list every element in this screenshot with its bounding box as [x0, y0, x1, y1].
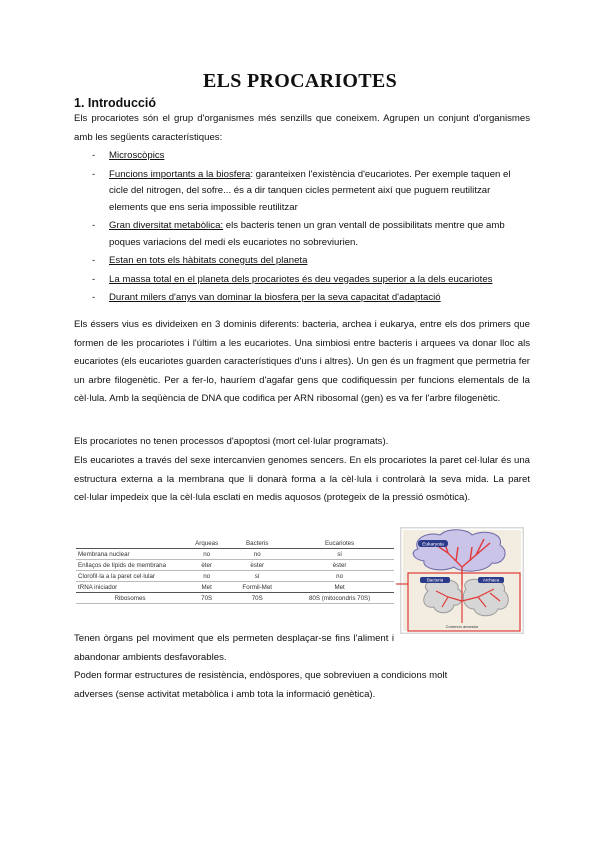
table-cell: no	[184, 571, 229, 582]
table-cell: no	[229, 549, 285, 560]
domains-paragraph: Els éssers vius es divideixen en 3 dominis diferents: bacteria, archea i eukarya, entre els dos primers que formen de les procariotes i l'últim a les eucariotes. Una simbiosi entre bacteris i arquees va donar lloc als eucariotes (els eucariotes guarden característiques d'uns i altres). Un gen és un fragment que permetria fer un arbre filogenètic. Per a fer-lo, hauríem d'agafar gens que codifiquessin per funcions elementals de la cèl·lula. Amb la seqüència de DNA que codifica per ARN ribosomal (gen) es va fer l'arbre filogenètic.	[74, 319, 530, 404]
table-cell: Membrana nuclear	[76, 549, 184, 560]
connector-line	[396, 578, 408, 590]
table-cell: Ribosomes	[76, 593, 184, 604]
table-cell: sí	[285, 549, 394, 560]
table-cell: 70S	[184, 593, 229, 604]
table-cell: Clorofil·la a la paret cel·lular	[76, 571, 184, 582]
table-header	[76, 539, 184, 549]
list-item: - Microscòpics	[92, 150, 165, 161]
table-cell: sí	[229, 571, 285, 582]
table-row	[76, 593, 394, 604]
table-row	[76, 582, 394, 593]
comparison-table	[76, 539, 394, 604]
list-item-key: Gran diversitat metabòlica:	[109, 220, 224, 231]
table-cell: èster	[285, 560, 394, 571]
table-cell: èster	[229, 560, 285, 571]
list-item: - Gran diversitat metabòlica: els bacteris tenen un gran ventall de possibilitats mentre que amb poques variacions del medi els eucariotes no sobreviurien.	[92, 220, 505, 248]
list-item-text: : garanteixen l'existència d'eucariotes. Per exemple taquen el cicle del nitrogen, del sofre... és a dir tanquen cicles permetent així que puguem reutilitzar elements que ens seria impossible reutilitzar	[109, 168, 511, 213]
endospores-paragraph: Poden formar estructures de resistència, endòspores, que sobreviuen a condicions molt adverses (sense activitat metabòlica i amb tota la informació genètica).	[74, 670, 448, 700]
table-header: Bacteris	[229, 539, 285, 549]
table-cell: tRNA iniciador	[76, 582, 184, 593]
table-cell: Formil-Met	[229, 582, 285, 593]
list-item-key: Estan en tots els hàbitats coneguts del planeta	[109, 255, 308, 266]
table-cell: 70S	[229, 593, 285, 604]
table-row	[76, 571, 394, 582]
characteristics-list	[74, 148, 530, 309]
common-ancestor-label: Common ancestor	[445, 624, 479, 629]
table-header: Arqueas	[184, 539, 229, 549]
apoptosis-paragraph: Els procariotes no tenen processos d'apoptosi (mort cel·lular programats).	[74, 436, 389, 447]
table-row	[76, 549, 394, 560]
table-cell: no	[285, 571, 394, 582]
list-item-key: La massa total en el planeta dels procariotes és deu vegades superior a la dels eucariotes	[109, 273, 493, 285]
list-item-key: Durant milers d'anys van dominar la biosfera per la seva capacitat d'adaptació	[109, 292, 441, 303]
phylogenetic-tree-figure	[400, 527, 524, 634]
list-item-key: Funcions importants a la biosfera	[109, 168, 251, 180]
cell-wall-paragraph: Els eucariotes a través del sexe intercanvien genomes sencers. En els procariotes la paret cel·lular és una estructura externa a la membrana que li donarà forma a la cèl·lula i controlarà la seva mida. La paret cel·lular impedeix que la cèl·lula esclati en medis aquosos (protegeix de la pressió osmòtica).	[74, 455, 530, 503]
bacteria-label: Bacteria	[426, 577, 444, 583]
table-cell: èter	[184, 560, 229, 571]
table-cell: 80S (mitocondris 70S)	[285, 593, 394, 604]
table-header-row	[76, 539, 394, 549]
table-cell: Met	[184, 582, 229, 593]
list-item: - Durant milers d'anys van dominar la biosfera per la seva capacitat d'adaptació	[92, 292, 441, 303]
table-cell: Enllaços de lípids de membrana	[76, 560, 184, 571]
table-header: Eucariotes	[285, 539, 394, 549]
movement-paragraph: Tenen òrgans pel moviment que els permeten desplaçar-se fins l'aliment i abandonar ambients desfavorables.	[74, 633, 394, 663]
section-heading: 1. Introducció	[74, 96, 156, 110]
table-cell: Met	[285, 582, 394, 593]
page-title: ELS PROCARIOTES	[203, 70, 397, 92]
list-item-text: els bacteris tenen un gran ventall de possibilitats mentre que amb poques variacions del medi els eucariotes no sobreviurien.	[109, 220, 505, 248]
table-cell: no	[184, 549, 229, 560]
list-item: - Estan en tots els hàbitats coneguts del planeta	[92, 255, 308, 266]
eukaryota-label: Eukaryota	[422, 542, 444, 548]
table-row	[76, 560, 394, 571]
list-item-key: Microscòpics	[109, 150, 165, 161]
archaea-label: Archaea	[482, 577, 500, 583]
intro-paragraph: Els procariotes són el grup d'organismes més senzills que coneixem. Agrupen un conjunt d'organismes amb les següents característiques:	[74, 113, 530, 143]
list-item: - Funcions importants a la biosfera: garanteixen l'existència d'eucariotes. Per exemple taquen el cicle del nitrogen, del sofre... és a dir tanquen cicles permetent així que puguem reutilitzar elements que ens seria impossible reutilitzar	[92, 168, 511, 213]
list-item: - La massa total en el planeta dels procariotes és deu vegades superior a la dels eucariotes	[92, 273, 493, 285]
